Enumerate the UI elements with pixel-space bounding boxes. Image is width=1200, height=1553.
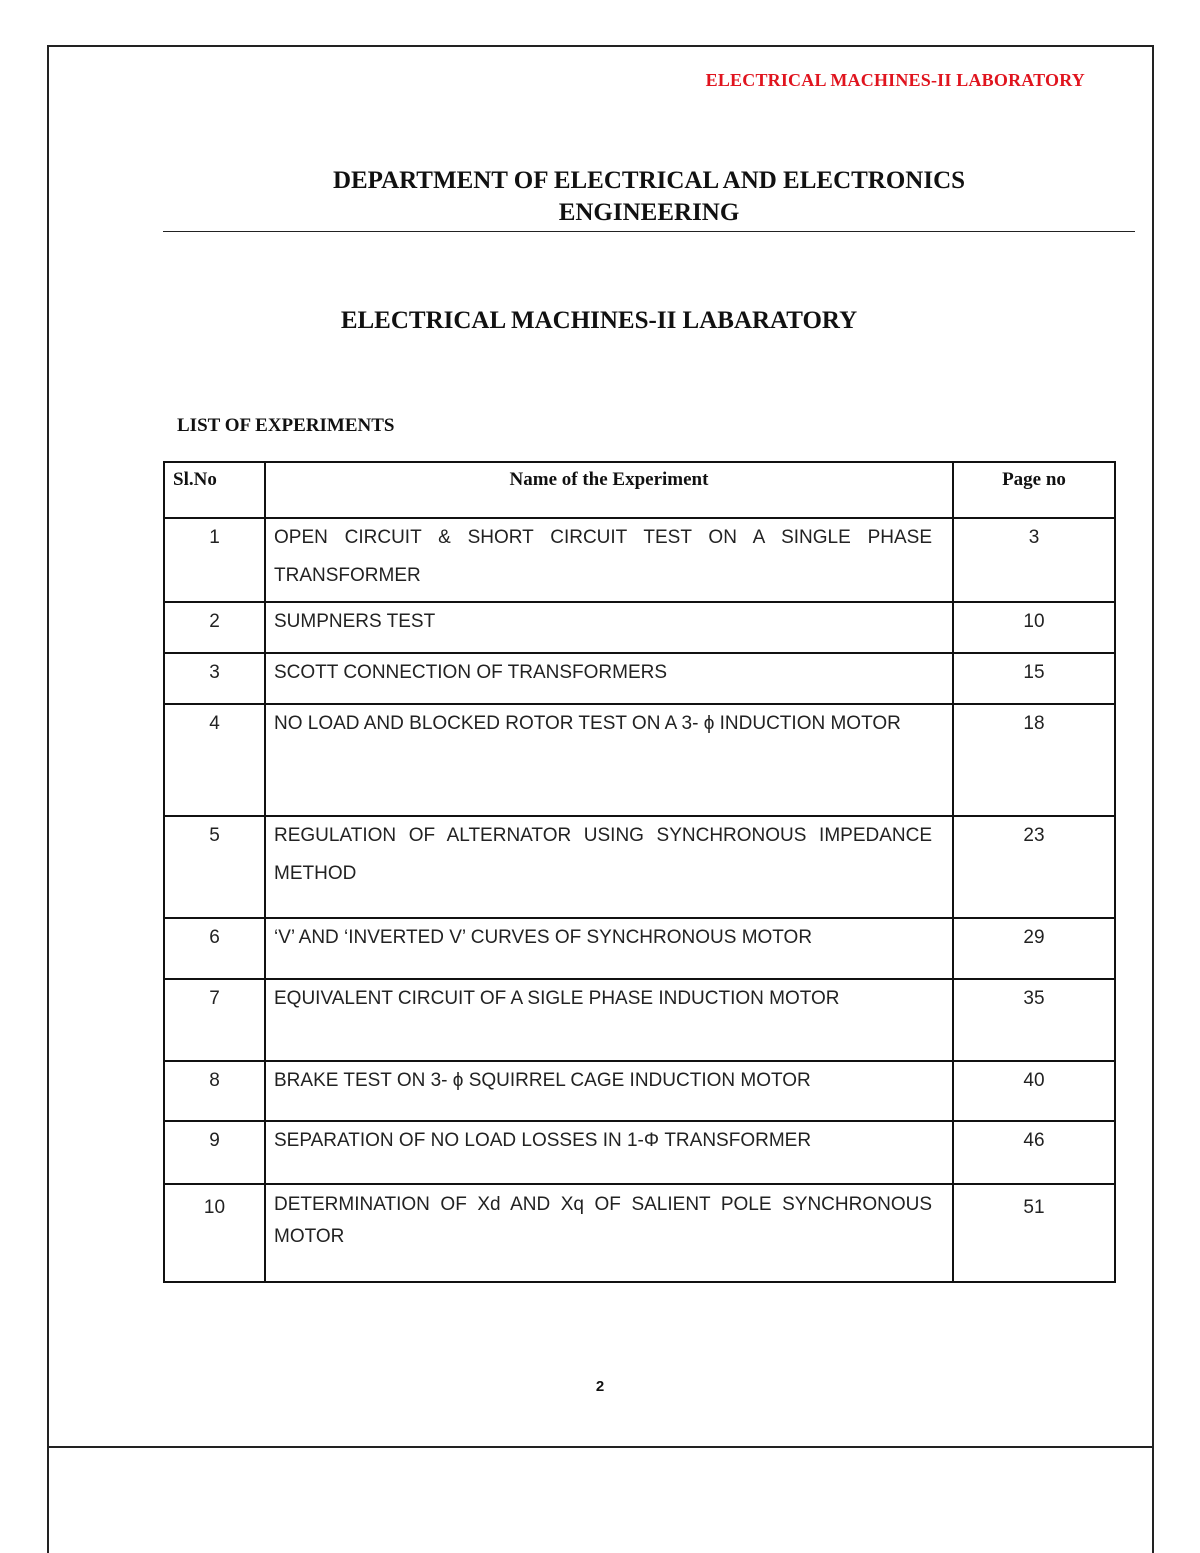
page-number-cell: 29 — [953, 918, 1115, 979]
column-header-slno: Sl.No — [164, 462, 265, 518]
row-number: 10 — [164, 1184, 265, 1282]
page-number-cell: 51 — [953, 1184, 1115, 1282]
experiment-name: EQUIVALENT CIRCUIT OF A SIGLE PHASE INDUCTION MOTOR — [265, 979, 953, 1061]
page-number: 2 — [595, 1378, 605, 1395]
page-number-cell: 35 — [953, 979, 1115, 1061]
row-number: 1 — [164, 518, 265, 602]
page-frame-bottom — [47, 1446, 1154, 1448]
table-header-row — [164, 462, 1115, 518]
experiment-name: DETERMINATION OF Xd AND Xq OF SALIENT POLE SYNCHRONOUS MOTOR — [265, 1184, 953, 1282]
experiment-name: SCOTT CONNECTION OF TRANSFORMERS — [265, 653, 953, 704]
experiment-name: ‘V’ AND ‘INVERTED V’ CURVES OF SYNCHRONOUS MOTOR — [265, 918, 953, 979]
lab-title: ELECTRICAL MACHINES-II LABARATORY — [340, 307, 858, 334]
table-row — [164, 979, 1115, 1061]
row-number: 3 — [164, 653, 265, 704]
experiment-name: NO LOAD AND BLOCKED ROTOR TEST ON A 3- ϕ INDUCTION MOTOR — [265, 704, 953, 816]
page-number-cell: 23 — [953, 816, 1115, 918]
experiment-name: SEPARATION OF NO LOAD LOSSES IN 1-Φ TRANSFORMER — [265, 1121, 953, 1184]
column-header-name: Name of the Experiment — [265, 462, 953, 518]
department-title-line2: ENGINEERING — [558, 199, 740, 226]
table-row — [164, 1061, 1115, 1121]
row-number: 6 — [164, 918, 265, 979]
row-number: 2 — [164, 602, 265, 653]
page-number-cell: 15 — [953, 653, 1115, 704]
department-title-line1: DEPARTMENT OF ELECTRICAL AND ELECTRONICS — [332, 167, 966, 194]
page-number-cell: 46 — [953, 1121, 1115, 1184]
row-number: 5 — [164, 816, 265, 918]
table-row — [164, 653, 1115, 704]
page-number-cell: 10 — [953, 602, 1115, 653]
table-row — [164, 704, 1115, 816]
row-number: 4 — [164, 704, 265, 816]
row-number: 8 — [164, 1061, 265, 1121]
table-row — [164, 816, 1115, 918]
running-header: ELECTRICAL MACHINES-II LABORATORY — [705, 70, 1085, 90]
experiment-name: BRAKE TEST ON 3- ϕ SQUIRREL CAGE INDUCTION MOTOR — [265, 1061, 953, 1121]
department-divider — [163, 231, 1135, 232]
column-header-page: Page no — [953, 462, 1115, 518]
page-number-cell: 18 — [953, 704, 1115, 816]
list-heading: LIST OF EXPERIMENTS — [177, 415, 395, 436]
experiment-name: REGULATION OF ALTERNATOR USING SYNCHRONOUS IMPEDANCE METHOD — [265, 816, 953, 918]
experiments-table-container — [163, 461, 1114, 1283]
row-number: 9 — [164, 1121, 265, 1184]
department-title — [163, 165, 1135, 229]
table-row — [164, 1184, 1115, 1282]
page-frame-top — [47, 45, 1154, 47]
table-row — [164, 602, 1115, 653]
row-number: 7 — [164, 979, 265, 1061]
page-frame-right — [1152, 45, 1154, 1553]
experiment-name: SUMPNERS TEST — [265, 602, 953, 653]
table-row — [164, 918, 1115, 979]
page-number-cell: 3 — [953, 518, 1115, 602]
page-frame-left — [47, 45, 49, 1553]
table-row — [164, 518, 1115, 602]
page-number-cell: 40 — [953, 1061, 1115, 1121]
experiment-name: OPEN CIRCUIT & SHORT CIRCUIT TEST ON A SINGLE PHASE TRANSFORMER — [265, 518, 953, 602]
table-row — [164, 1121, 1115, 1184]
experiments-table — [163, 461, 1116, 1283]
